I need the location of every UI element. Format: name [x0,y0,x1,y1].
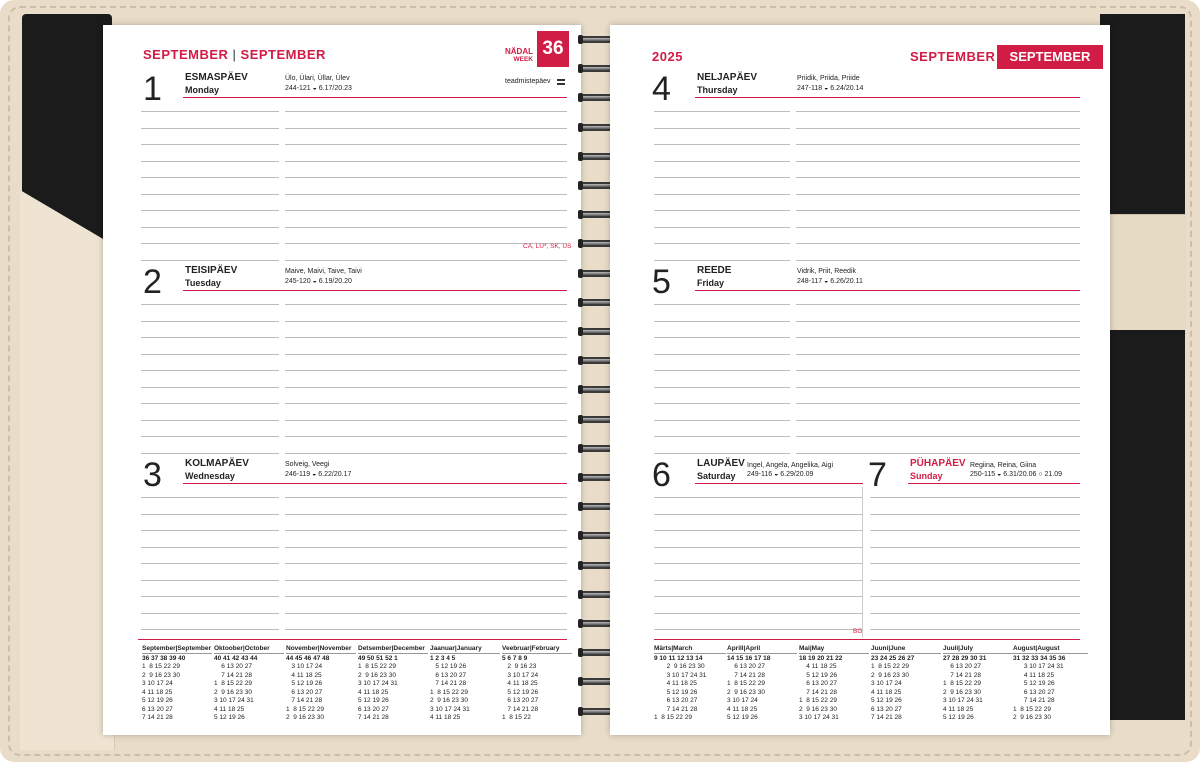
inner-right-panel-bottom [1100,330,1185,720]
mini-calendar-days: 4 11 18 25 5 12 19 26 6 13 20 27 7 14 21 28 1 8 15 22 29 2 9 16 23 30 3 10 17 24 31 [799,663,839,721]
mini-calendar-title: Oktoober|October [214,645,284,654]
mini-calendar [142,645,212,723]
mini-calendar-weeks: 5 6 7 8 9 [502,655,528,662]
week-label-en: WEEK [513,56,533,63]
sun-info: 245-120 ◒ 6.19/20.20 [285,278,352,285]
mini-calendar-weeks: 44 45 46 47 48 [286,655,330,662]
day-name-et: PÜHAPÄEV [910,458,966,469]
mini-calendar-weeks: 18 19 20 21 22 [799,655,843,662]
sun-info: 250-115 ◒ 6.31/20.06 ○ 21.09 [970,471,1063,478]
mini-calendar-weeks: 31 32 33 34 35 36 [1013,655,1066,662]
day-number-sunday: 7 [868,456,887,494]
week-label-et: NÄDAL [505,47,533,56]
flag-country-note: CA, LU*, SK, US [523,243,572,250]
left-pocket [20,190,115,750]
calendar-strip-rule [654,639,1080,640]
left-month-header [143,47,326,62]
mini-calendar-days: 6 13 20 27 7 14 21 28 1 8 15 22 29 2 9 16 23 30 3 10 17 24 31 4 11 18 25 5 12 19 26 [943,663,983,721]
day-name-et: TEISIPÄEV [185,265,238,276]
mini-calendar-days: 2 9 16 23 3 10 17 24 4 11 18 25 5 12 19 26 6 13 20 27 7 14 21 28 1 8 15 22 [502,663,539,721]
mini-calendar [286,645,356,723]
day-name-en: Sunday [910,471,943,481]
flag-country-note: BG [853,628,863,635]
day-name-en: Thursday [697,85,738,95]
notes-lines-right[interactable] [796,111,1080,276]
day-rule [908,483,1080,484]
name-days: Regiina, Reina, Giina [970,462,1037,469]
mini-calendar [727,645,797,723]
month-title-et: SEPTEMBER [143,47,229,62]
day-number: 1 [143,70,162,108]
mini-calendar-title: Juuli|July [943,645,1013,654]
mini-calendar-days: 6 13 20 27 7 14 21 28 1 8 15 22 29 2 9 16 23 30 3 10 17 24 31 4 11 18 25 5 12 19 26 [214,663,254,721]
left-page [103,25,581,735]
name-days: Vidrik, Priit, Reedik [797,268,857,275]
name-days: Solveig, Veegi [285,461,330,468]
day-number: 2 [143,263,162,301]
mini-calendar-title: Märts|March [654,645,726,654]
mini-calendar-days: 3 10 17 24 4 11 18 25 5 12 19 26 6 13 20 27 7 14 21 28 1 8 15 22 29 2 9 16 23 30 [286,663,324,721]
mini-calendar-weeks: 40 41 42 43 44 [214,655,258,662]
day-rule [183,483,567,484]
notes-lines-left[interactable] [654,111,790,276]
mini-calendar [358,645,428,723]
day-name-et: NELJAPÄEV [697,72,758,83]
week-label [498,47,533,63]
notes-lines-right[interactable] [285,304,567,469]
mini-calendar-days: 6 13 20 27 7 14 21 28 1 8 15 22 29 2 9 16 23 30 3 10 17 24 4 11 18 25 5 12 19 26 [727,663,765,721]
mini-calendar-title: November|November [286,645,356,654]
day-rule [695,290,1080,291]
sun-info: 246-119 ◒ 6.22/20.17 [285,471,352,478]
mini-calendar [214,645,284,723]
name-days: Priidik, Priida, Priide [797,75,860,82]
day-name-en: Monday [185,85,220,95]
name-days: Ingel, Angela, Angelika, Aigi [747,462,834,469]
mini-calendar-days: 1 8 15 22 29 2 9 16 23 30 3 10 17 24 4 11 18 25 5 12 19 26 6 13 20 27 7 14 21 28 [871,663,909,721]
right-page [610,25,1110,735]
month-title-et: SEPTEMBER [910,49,996,64]
name-days: Ülo, Ülari, Üllar, Ülev [285,75,350,82]
mini-calendar-weeks: 1 2 3 4 5 [430,655,456,662]
day-number: 5 [652,263,671,301]
sun-info: 248-117 ◒ 6.26/20.11 [797,278,863,285]
month-title-en: SEPTEMBER [240,47,326,62]
notes-lines-left[interactable] [141,497,279,646]
day-name-en: Wednesday [185,471,235,481]
day-number: 4 [652,70,671,108]
mini-calendar-days: 2 9 16 23 30 3 10 17 24 31 4 11 18 25 5 12 19 26 6 13 20 27 7 14 21 28 1 8 15 22 29 [654,663,707,721]
day-divider [862,487,863,637]
mini-calendar-days: 3 10 17 24 31 4 11 18 25 5 12 19 26 6 13 20 27 7 14 21 28 1 8 15 22 29 2 9 16 23 30 [1013,663,1064,721]
notes-lines-day7[interactable] [870,497,1080,646]
mini-calendar-title: August|August [1013,645,1088,654]
notes-lines-right[interactable] [796,304,1080,469]
pen-loop-band [1110,214,1186,334]
mini-calendar [430,645,500,723]
mini-calendar-weeks: 23 24 25 26 27 [871,655,915,662]
notes-lines-left[interactable] [654,304,790,469]
mini-calendar [943,645,1013,723]
mini-calendar [871,645,941,723]
notes-lines-right[interactable] [285,111,567,276]
day-name-en: Friday [697,278,725,288]
mini-calendar-title: Veebruar|February [502,645,572,654]
day-number: 3 [143,456,162,494]
name-days: Maive, Maivi, Taive, Taivi [285,268,362,275]
mini-calendar-days: 1 8 15 22 29 2 9 16 23 30 3 10 17 24 31 4 11 18 25 5 12 19 26 6 13 20 27 7 14 21 28 [358,663,398,721]
day-name-et: ESMASPÄEV [185,72,248,83]
mini-calendar [654,645,726,723]
mini-calendar [1013,645,1088,723]
inner-right-panel-top [1100,14,1185,224]
month-title-separator: | [232,47,237,62]
day-number: 6 [652,456,671,494]
mini-calendar-weeks: 9 10 11 12 13 14 [654,655,703,662]
sun-info: 249-116 ◒ 6.29/20.09 [747,471,814,478]
mini-calendar-days: 5 12 19 26 6 13 20 27 7 14 21 28 1 8 15 22 29 2 9 16 23 30 3 10 17 24 31 4 11 18 25 [430,663,470,721]
day-rule [695,483,863,484]
mini-calendar-weeks: 49 50 51 52 1 [358,655,398,662]
mini-calendar-title: Jaanuar|January [430,645,500,654]
mini-calendar-days: 1 8 15 22 29 2 9 16 23 30 3 10 17 24 4 11 18 25 5 12 19 26 6 13 20 27 7 14 21 28 [142,663,180,721]
day-rule [183,290,567,291]
day-name-en: Tuesday [185,278,221,288]
mini-calendar [502,645,572,723]
mini-calendar-weeks: 36 37 38 39 40 [142,655,186,662]
day-rule [183,97,567,98]
month-title-en-badge: SEPTEMBER [997,45,1103,69]
mini-calendar-title: September|September [142,645,212,652]
day-name-en: Saturday [697,471,736,481]
mini-calendar-title: Juuni|June [871,645,941,654]
year-label: 2025 [652,49,683,64]
day-rule [695,97,1080,98]
mini-calendar-weeks: 27 28 29 30 31 [943,655,987,662]
day-name-et: REEDE [697,265,732,276]
mini-calendar-weeks: 14 15 16 17 18 [727,655,771,662]
day-name-et: KOLMAPÄEV [185,458,249,469]
holiday-note: teadmistepäev [505,78,551,85]
mini-calendar-title: Aprill|April [727,645,797,654]
calendar-strip-rule [138,639,567,640]
flag-icon [557,79,565,85]
notes-lines-right[interactable] [285,497,567,646]
notes-lines-day6[interactable] [654,497,863,646]
day-name-et: LAUPÄEV [697,458,745,469]
notes-lines-left[interactable] [141,304,279,469]
notes-lines-left[interactable] [141,111,279,276]
mini-calendar-title: Detsember|December [358,645,428,654]
mini-calendar-title: Mai|May [799,645,869,654]
sun-info: 247-118 ◒ 6.24/20.14 [797,85,864,92]
sun-info: 244-121 ◒ 6.17/20.23 [285,85,352,92]
week-number-badge: 36 [537,31,569,67]
mini-calendar [799,645,869,723]
